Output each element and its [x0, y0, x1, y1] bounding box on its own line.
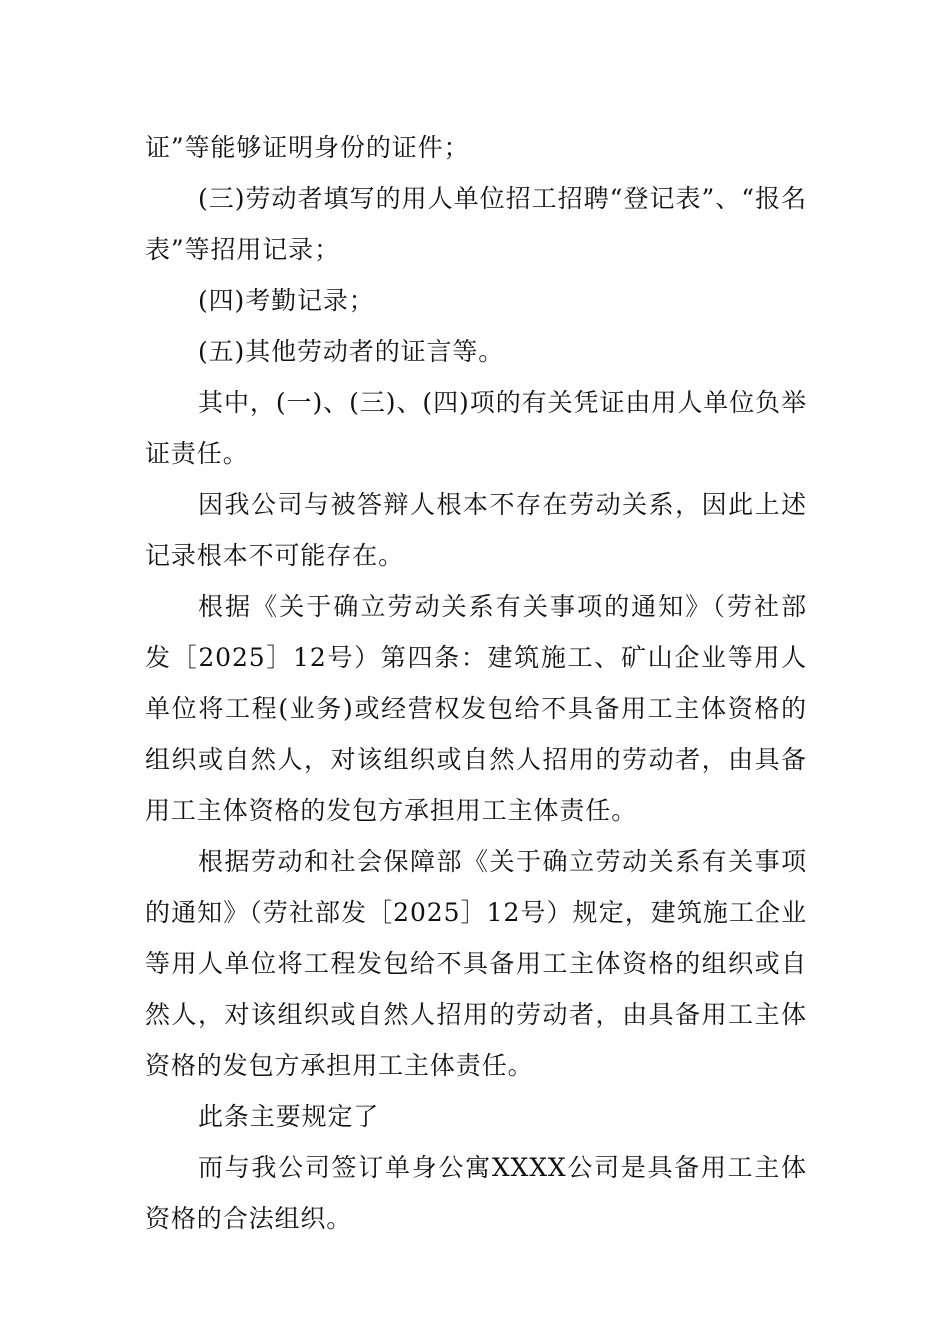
paragraph-item-three: (三)劳动者填写的用人单位招工招聘“登记表”、“报名表”等招用记录；	[145, 184, 807, 264]
document-body	[145, 122, 807, 1244]
paragraph-notice-article-four: 根据《关于确立劳动关系有关事项的通知》（劳社部发［2025］12号）第四条：建筑施工、矿山企业等用人单位将工程(业务)或经营权发包给不具备用工主体资格的组织或自然人，对该组织或自然人招用的劳动者，由具备用工主体资格的发包方承担用工主体责任。	[145, 592, 807, 825]
paragraph-continuation-id-documents: 证”等能够证明身份的证件；	[145, 133, 470, 162]
paragraph-item-five: (五)其他劳动者的证言等。	[198, 337, 505, 366]
paragraph-no-labor-relation: 因我公司与被答辩人根本不存在劳动关系，因此上述记录根本不可能存在。	[145, 490, 807, 570]
paragraph-provision-note: 此条主要规定了	[198, 1102, 380, 1131]
paragraph-item-four: (四)考勤记录；	[198, 286, 375, 315]
paragraph-legal-organization: 而与我公司签订单身公寓XXXX公司是具备用工主体资格的合法组织。	[145, 1153, 807, 1233]
paragraph-burden-of-proof: 其中，(一)、(三)、(四)项的有关凭证由用人单位负举证责任。	[145, 388, 807, 468]
paragraph-ministry-notice: 根据劳动和社会保障部《关于确立劳动关系有关事项的通知》（劳社部发［2025］12号）规定，建筑施工企业等用人单位将工程发包给不具备用工主体资格的组织或自然人，对该组织或自然人招用的劳动者，由具备用工主体资格的发包方承担用工主体责任。	[145, 847, 807, 1080]
